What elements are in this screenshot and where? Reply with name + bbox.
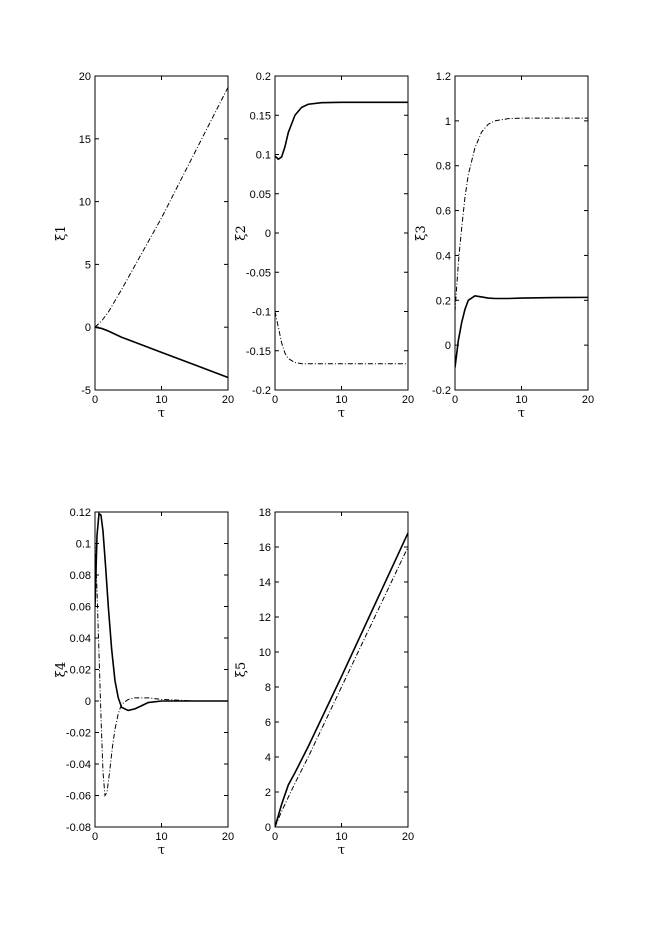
y-tick-label: 0.6 — [435, 205, 451, 218]
panel-xi1 — [54, 71, 234, 421]
y-tick-label: -0.04 — [65, 759, 91, 771]
y-tick-label: -0.1 — [252, 306, 271, 319]
y-axis-label: ξ1 — [54, 225, 69, 241]
x-tick-label: 10 — [515, 394, 528, 406]
y-tick-label: 16 — [258, 542, 271, 554]
x-axis-label: τ — [157, 406, 166, 421]
panel-xi5 — [234, 507, 414, 858]
series-dashdot-line — [275, 312, 408, 364]
y-tick-label: -0.2 — [432, 385, 451, 397]
y-tick-label: 0.8 — [435, 160, 451, 173]
y-tick-label: 4 — [264, 752, 271, 764]
plot-frame — [95, 512, 228, 827]
x-tick-label: 0 — [271, 394, 279, 406]
x-axis-label: τ — [337, 843, 346, 858]
y-tick-label: 12 — [258, 612, 271, 624]
y-tick-label: -0.05 — [245, 267, 271, 280]
y-tick-label: 20 — [78, 71, 91, 83]
y-tick-label: 0.02 — [69, 664, 91, 677]
panel-xi3 — [414, 71, 594, 421]
y-tick-label: -0.2 — [252, 385, 271, 397]
y-tick-label: 8 — [264, 682, 271, 694]
y-axis-label: ξ4 — [54, 661, 69, 678]
y-tick-label: 0 — [84, 696, 91, 708]
y-tick-label: 0.06 — [69, 601, 91, 614]
y-tick-label: 0.12 — [69, 507, 91, 519]
x-tick-label: 10 — [155, 394, 168, 406]
x-axis-label: τ — [337, 406, 346, 421]
series-dashdot-line — [95, 87, 228, 327]
x-tick-label: 20 — [581, 394, 595, 406]
y-axis-label: ξ2 — [234, 225, 249, 241]
y-tick-label: 5 — [84, 259, 91, 272]
y-tick-label: -0.02 — [65, 727, 91, 740]
y-tick-label: 0.1 — [75, 538, 91, 551]
y-tick-label: 0 — [84, 322, 91, 335]
x-tick-label: 20 — [221, 394, 235, 406]
y-tick-label: 6 — [264, 717, 271, 729]
series-solid-line — [275, 102, 408, 159]
y-tick-label: 18 — [258, 507, 271, 519]
x-tick-label: 20 — [401, 394, 415, 406]
x-tick-label: 0 — [271, 831, 279, 843]
x-tick-label: 10 — [335, 831, 348, 843]
x-axis-label: τ — [157, 843, 166, 858]
y-axis-label: ξ3 — [414, 225, 429, 241]
y-tick-label: 10 — [78, 196, 91, 209]
y-tick-label: 0.08 — [69, 570, 91, 582]
y-tick-label: 0 — [264, 228, 271, 240]
panel-xi4 — [54, 507, 234, 858]
x-tick-label: 20 — [221, 831, 235, 843]
y-tick-label: -0.06 — [65, 790, 91, 803]
plot-frame — [95, 76, 228, 390]
panel-xi2 — [234, 71, 414, 421]
x-tick-label: 0 — [451, 394, 459, 406]
x-tick-label: 0 — [91, 394, 99, 406]
series-solid-line — [455, 296, 588, 368]
y-tick-label: 0.04 — [69, 633, 91, 645]
x-tick-label: 10 — [155, 831, 168, 843]
plot-frame — [275, 512, 408, 827]
series-dashdot-line — [275, 547, 408, 827]
series-dashdot-line — [95, 544, 228, 796]
y-tick-label: 0 — [264, 822, 271, 834]
y-tick-label: 0 — [444, 340, 451, 353]
y-tick-label: 10 — [258, 647, 271, 659]
y-tick-label: 15 — [78, 133, 91, 146]
x-tick-label: 20 — [401, 831, 415, 843]
y-tick-label: 0.2 — [255, 71, 271, 83]
y-tick-label: -0.15 — [245, 345, 271, 358]
y-tick-label: -5 — [81, 385, 91, 397]
y-tick-label: 0.15 — [249, 110, 271, 123]
y-tick-label: 1 — [444, 115, 451, 128]
y-tick-label: 0.05 — [249, 188, 271, 201]
y-tick-label: 2 — [264, 787, 271, 799]
y-tick-label: 1.2 — [435, 71, 451, 83]
y-tick-label: 0.1 — [255, 149, 271, 162]
series-solid-line — [95, 514, 228, 711]
series-solid-line — [95, 327, 228, 377]
x-axis-label: τ — [517, 406, 526, 421]
x-tick-label: 10 — [335, 394, 348, 406]
x-tick-label: 0 — [91, 831, 99, 843]
plot-frame — [455, 76, 588, 390]
y-tick-label: 0.4 — [435, 250, 451, 263]
series-solid-line — [275, 533, 408, 827]
y-axis-label: ξ5 — [234, 661, 249, 678]
y-tick-label: 0.2 — [435, 295, 451, 308]
series-dashdot-line — [455, 118, 588, 311]
plot-frame — [275, 76, 408, 390]
y-tick-label: -0.08 — [65, 822, 91, 834]
y-tick-label: 14 — [258, 577, 271, 589]
